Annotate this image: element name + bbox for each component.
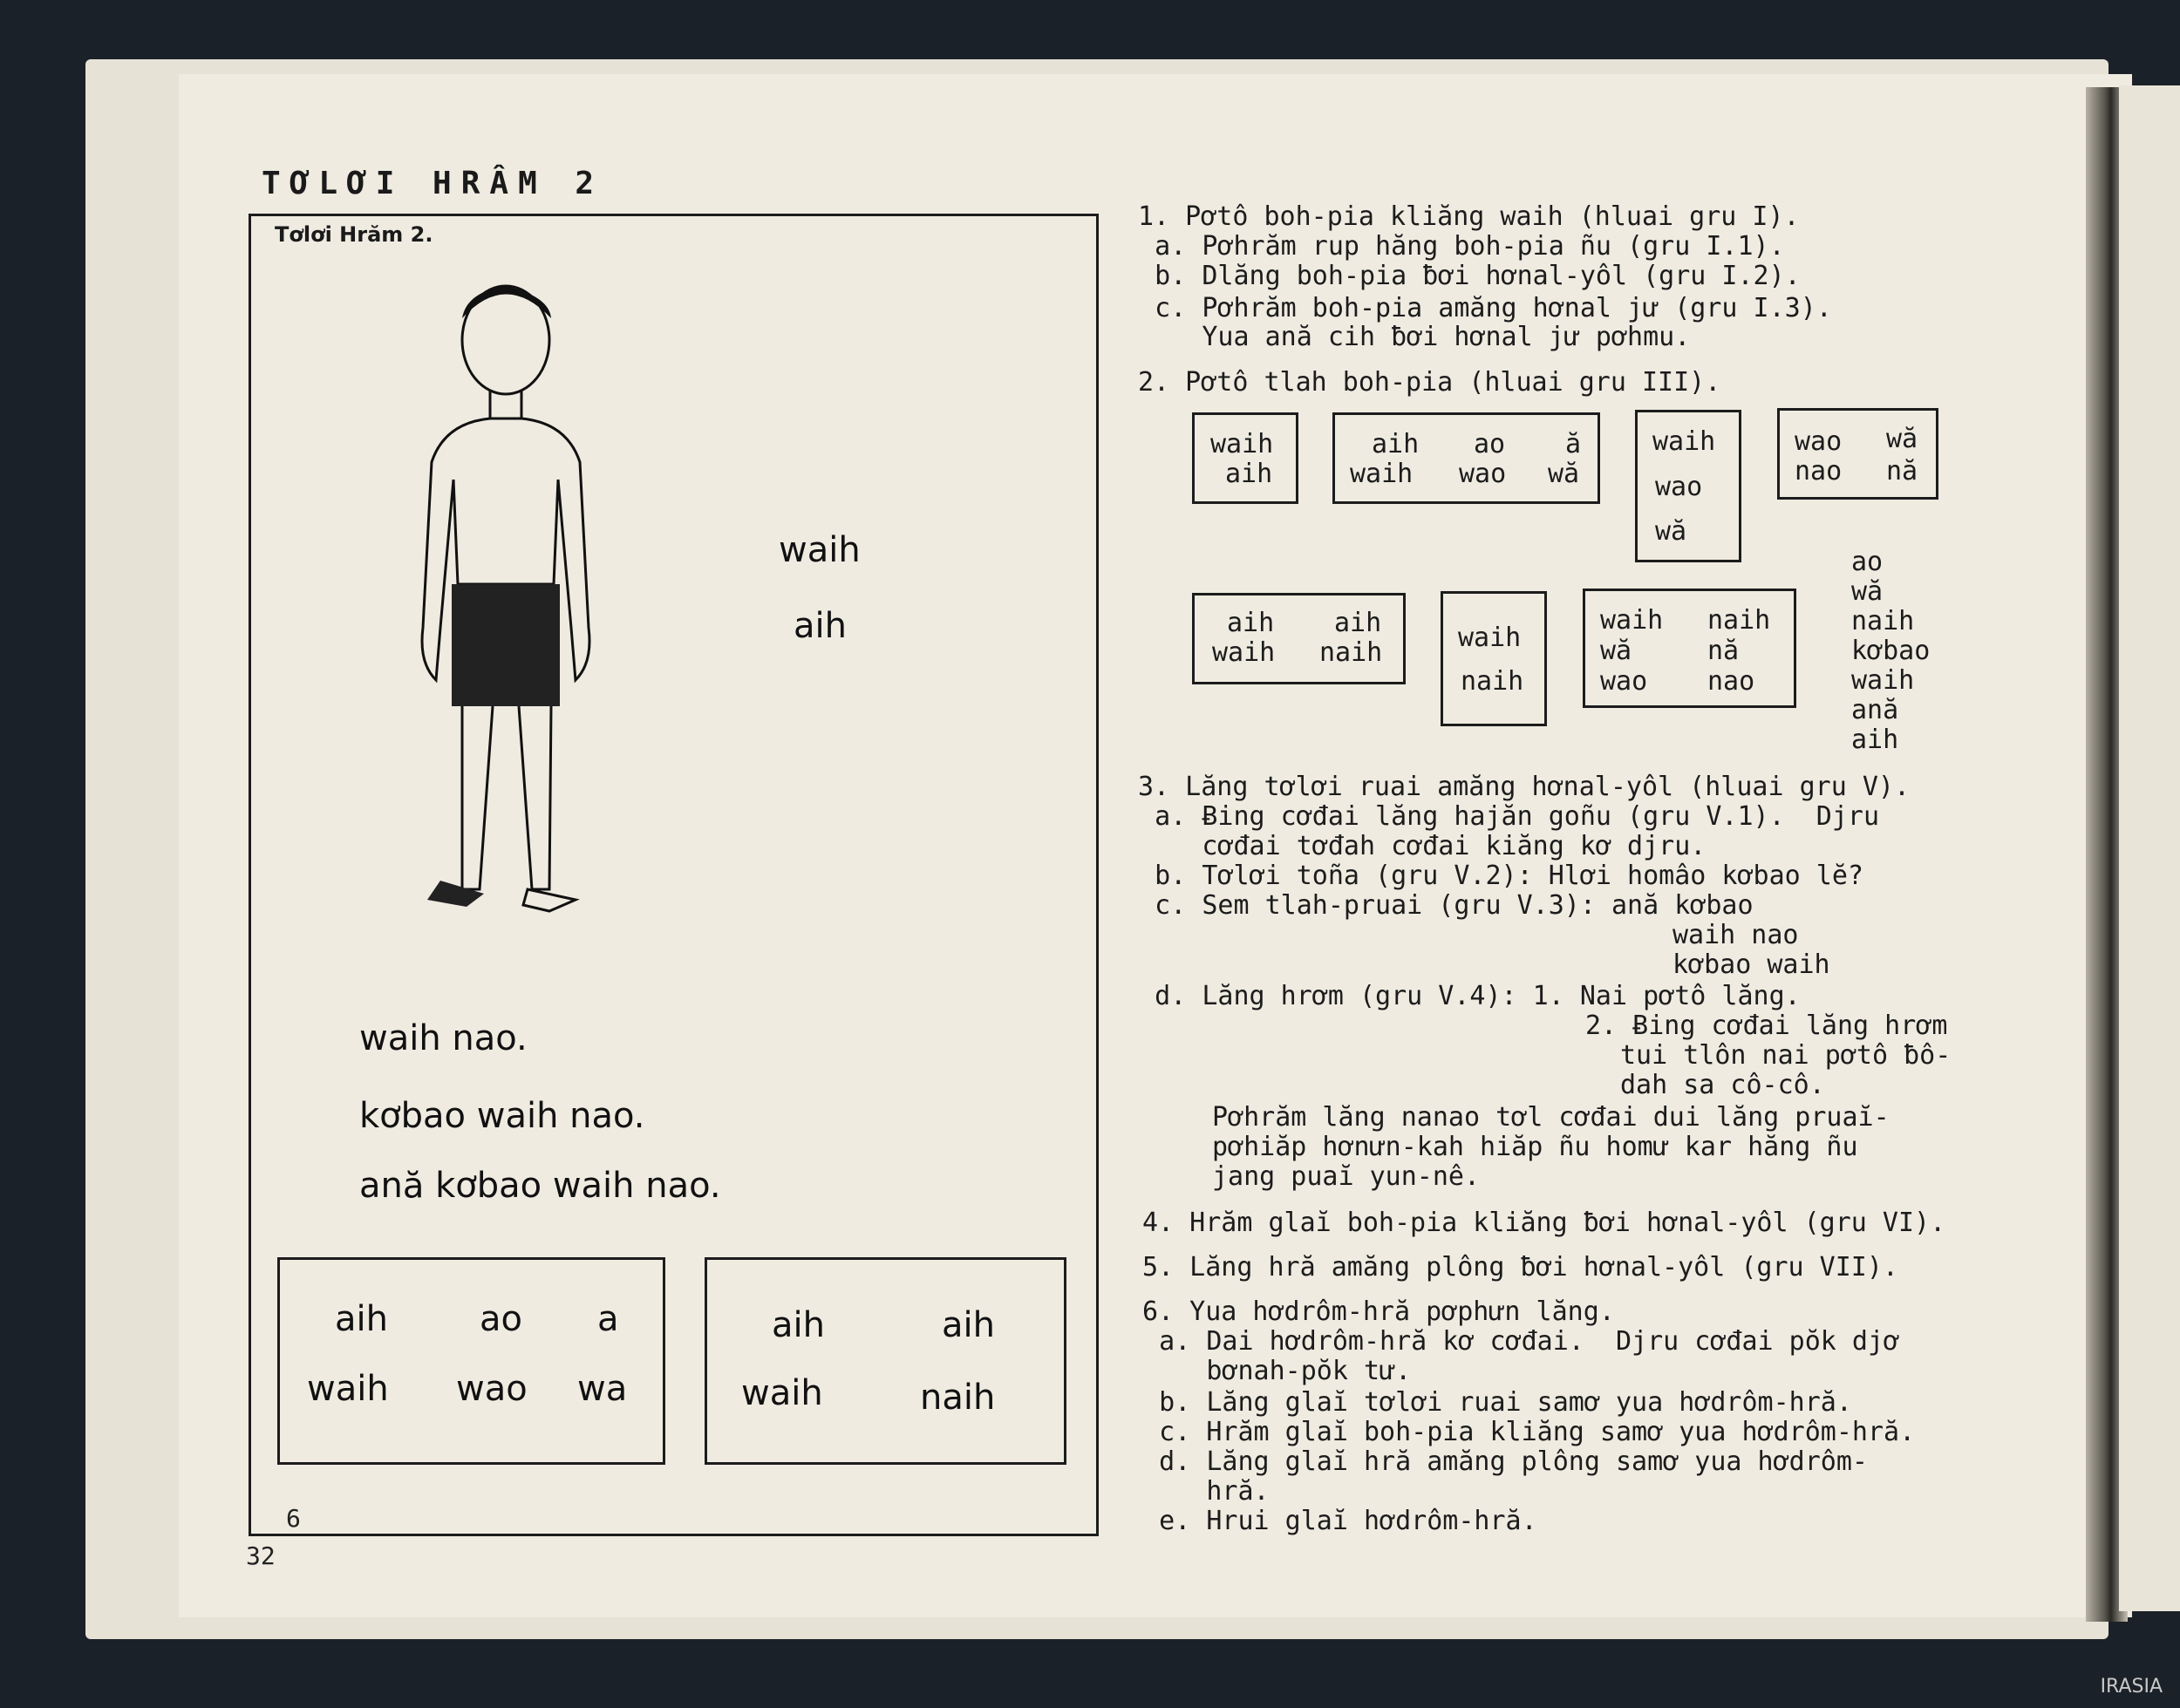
box-word: wa [577,1369,628,1409]
box-word: waih [307,1369,389,1409]
instruction-3d-3: tui tlôn nai pơtô ƀô- [1620,1040,1952,1071]
box-word: aih [942,1305,995,1345]
source-watermark: IRASIA [2100,1676,2163,1698]
box-syllable: wao [1459,459,1507,489]
instruction-3a: a. Ƀing cơđai lăng hajăn goñu (gru V.1). Djru [1107,801,1880,832]
instruction-6c: c. Hrăm glaĭ boh-pia kliăng samơ yua hơdrôm-hră. [1112,1417,1916,1447]
inner-page-number: 6 [286,1504,301,1533]
instruction-3-para-2: pơhiăp hơnưn-kah hiăp ñu homư kar hăng ñu [1212,1132,1858,1162]
instruction-6d: d. Lăng glaĭ hră amăng plông samơ yua hơdrôm- [1112,1446,1868,1477]
instruction-1c-cont: Yua ană cih ƀơi hơnal jư pơhmu. [1107,322,1691,352]
box-syllable: wao [1655,472,1703,502]
box-syllable: wă [1886,424,1918,454]
box-syllable: waih [1212,637,1276,668]
box-syllable: nao [1707,666,1755,697]
sentence-1: waih nao. [359,1018,528,1058]
box-syllable: naih [1319,637,1383,668]
word-column-item: ao [1851,547,1884,577]
word-column-item: naih [1851,606,1915,636]
picture-word-aih: aih [794,606,847,646]
word-box-right [705,1257,1066,1465]
boy-illustration [392,279,619,985]
box-syllable: wă [1548,459,1580,489]
instruction-1b: b. Dlăng boh-pia ƀơi hơnal-yôl (gru I.2). [1107,261,1801,291]
box-syllable: waih [1458,623,1522,653]
box-word: waih [741,1373,823,1413]
box-word: wao [456,1369,528,1409]
instruction-6a-cont: bơnah-pŏk tư. [1112,1356,1412,1386]
instruction-3d: d. Lăng hrơm (gru V.4): 1. Nai pơtô lăng. [1107,981,1801,1011]
instruction-3a-cont: cơđai tơđah cơđai kiăng kơ djru. [1107,831,1707,861]
instruction-1: 1. Pơtô boh-pia kliăng waih (hluai gru I). [1138,201,1800,232]
word-column-item: ană [1851,695,1899,725]
instruction-3b: b. Tơlơi toña (gru V.2): Hlơi homâo kơbao lĕ? [1107,861,1863,891]
instruction-3-para-3: jang puaĭ yun-nê. [1212,1161,1481,1192]
box-syllable: aih [1227,608,1275,638]
instruction-5: 5. Lăng hră amăng plông ƀơi hơnal-yôl (gru VII). [1142,1252,1898,1283]
sentence-2: kơbao waih nao. [359,1096,645,1136]
word-column-item: aih [1851,725,1899,755]
picture-word-waih: waih [779,530,861,570]
syllable-box-6 [1441,591,1547,726]
word-column-item: waih [1851,665,1915,696]
box-syllable: waih [1600,605,1664,636]
box-syllable: wă [1655,516,1687,547]
instruction-3: 3. Lăng tơlơi ruai amăng hơnal-yôl (hluai gru V). [1138,772,1911,802]
page-title: TƠLƠI HRÂM 2 [262,166,604,201]
box-syllable: naih [1707,605,1771,636]
box-syllable: waih [1350,459,1414,489]
instruction-3c: c. Sem tlah-pruai (gru V.3): ană kơbao [1107,890,1754,921]
box-syllable: aih [1334,608,1382,638]
instruction-3c-line2: waih nao [1672,920,1799,950]
box-syllable: nă [1886,456,1918,487]
word-box-left [277,1257,665,1465]
instruction-3c-line3: kơbao waih [1672,949,1830,980]
word-column-item: wă [1851,576,1884,607]
box-word: aih [335,1299,388,1339]
box-word: a [597,1299,619,1339]
box-syllable: wă [1600,636,1632,666]
instruction-1c: c. Pơhrăm boh-pia amăng hơnal jư (gru I.3). [1107,293,1832,323]
instruction-6b: b. Lăng glaĭ tơlơi ruai samơ yua hơdrôm-hră. [1112,1387,1852,1418]
instruction-3-para-1: Pơhrăm lăng nanao tơl cơđai dui lăng pruaĭ- [1212,1102,1890,1133]
box-word: aih [772,1305,825,1345]
instruction-6d-cont: hră. [1112,1476,1270,1507]
box-word: naih [920,1378,996,1418]
next-page-edge [2119,85,2180,1611]
word-column-item: kơbao [1851,636,1931,666]
instruction-2: 2. Pơtô tlah boh-pia (hluai gru III). [1138,367,1721,398]
box-syllable: aih [1225,459,1273,489]
instruction-3d-2: 2. Ƀing cơđai lăng hrơm [1585,1011,1948,1041]
box-syllable: wao [1600,666,1648,697]
page-number: 32 [246,1541,276,1570]
box-syllable: ao [1474,429,1506,459]
box-syllable: nao [1795,456,1843,487]
instruction-4: 4. Hrăm glaĭ boh-pia kliăng ƀơi hơnal-yôl (gru VI). [1142,1208,1946,1238]
box-syllable: wao [1795,426,1843,457]
box-syllable: waih [1652,426,1716,457]
instruction-3d-4: dah sa cô-cô. [1620,1070,1825,1100]
box-syllable: ă [1565,429,1582,459]
frame-label: Tơlơi Hrăm 2. [275,222,433,247]
instruction-6: 6. Yua hơdrôm-hră pơphưn lăng. [1142,1296,1615,1327]
sentence-3: ană kơbao waih nao. [359,1166,721,1206]
instruction-6a: a. Dai hơdrôm-hră kơ cơđai. Djru cơđai pŏk djơ [1112,1326,1900,1357]
box-syllable: waih [1210,429,1274,459]
box-syllable: aih [1372,429,1420,459]
box-syllable: nă [1707,636,1740,666]
instruction-1a: a. Pơhrăm rup hăng boh-pia ñu (gru I.1). [1107,231,1785,262]
instruction-6e: e. Hrui glaĭ hơdrôm-hră. [1112,1506,1537,1536]
box-word: ao [480,1299,522,1339]
box-syllable: naih [1461,666,1524,697]
